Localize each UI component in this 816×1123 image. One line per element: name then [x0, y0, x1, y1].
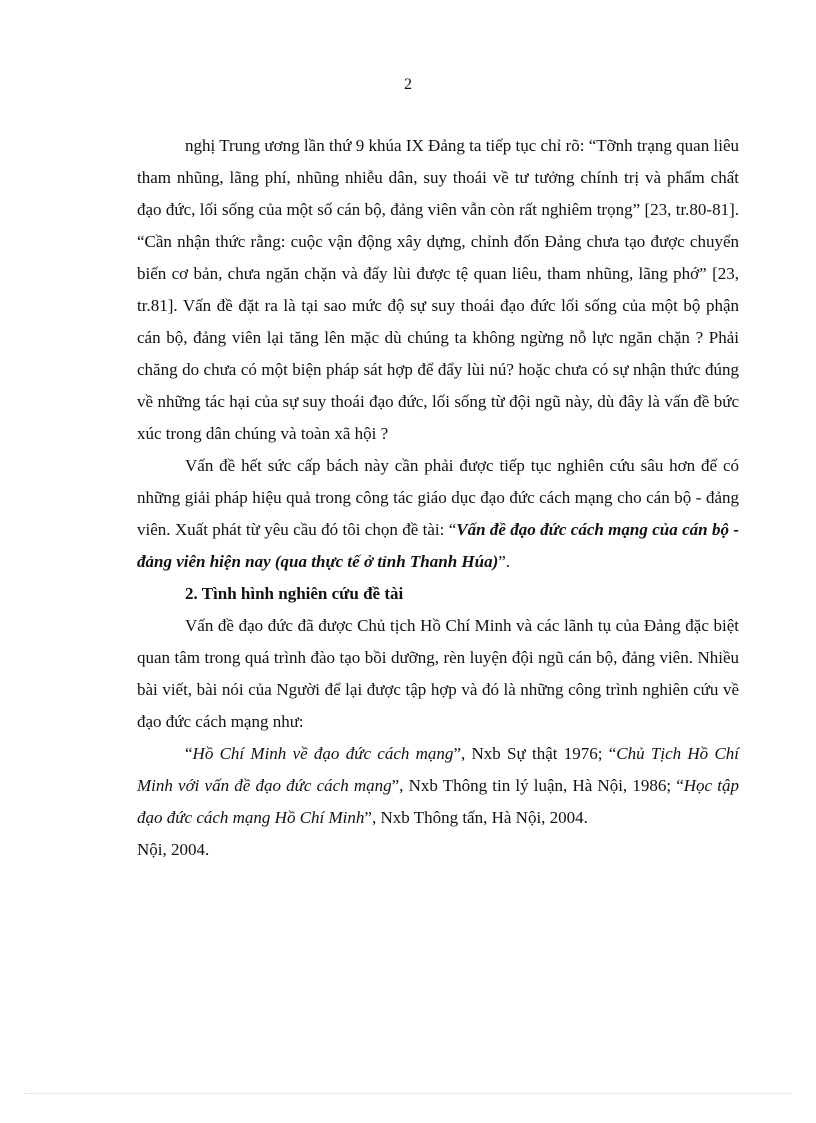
paragraph-3: Vấn đề đạo đức đã được Chủ tịch Hồ Chí Minh và các lãnh tụ của Đảng đặc biệt quan tâm trong quá trình đào tạo bồi dưỡng, rèn luyện đội ngũ cán bộ, đảng viên. Nhiều bài viết, bài nói của Người để lại được tập hợp và đó là những công trình nghiên cứu về đạo đức cách mạng như: [137, 616, 739, 731]
book-source-1: ”, Nxb Sự thật 1976; “ [453, 744, 617, 763]
page-bottom-divider [24, 1093, 792, 1094]
document-body [137, 130, 739, 866]
book-title-3: Học tập đạo đức cách mạng Hồ Chí Minh [137, 776, 739, 827]
paragraph-4 [137, 738, 739, 834]
paragraph-2-text: Vấn đề hết sức cấp bách này cần phải được tiếp tục nghiên cứu sâu hơn để có những giải pháp hiệu quả trong công tác giáo dục đạo đức cách mạng cho cán bộ - đảng viên. Xuất phát từ yêu cầu đó tôi chọn đề tài: “ [137, 456, 739, 539]
book-source-3: ”, Nxb Thông tấn, Hà Nội, 2004. [364, 808, 588, 827]
thesis-title: Vấn đề đạo đức cách mạng của cán bộ - đảng viên hiện nay (qua thực tế ở tỉnh Thanh Húa) [137, 520, 739, 571]
book-title-1: Hồ Chí Minh về đạo đức cách mạng [192, 744, 454, 763]
paragraph-1: nghị Trung ương lần thứ 9 khúa IX Đảng ta tiếp tục chỉ rõ: “Tỡnh trạng quan liêu tham nhũng, lãng phí, nhũng nhiễu dân, suy thoái về tư tưởng chính trị và phẩm chất đạo đức, lối sống của một số cán bộ, đảng viên vẫn còn rất nghiêm trọng” [23, tr.80-81]. “Cần nhận thức rằng: cuộc vận động xây dựng, chỉnh đốn Đảng chưa tạo được chuyển biến cơ bản, chưa ngăn chặn và đẩy lùi được tệ quan liêu, tham nhũng, lãng phớ” [23, tr.81]. Vấn đề đặt ra là tại sao mức độ sự suy thoái đạo đức lối sống của một bộ phận cán bộ, đảng viên lại tăng lên mặc dù chúng ta không ngừng nỗ lực ngăn chặn ? Phải chăng do chưa có một biện pháp sát hợp để đẩy lùi nú? hoặc chưa có sự nhận thức đúng về những tác hại của sự suy thoái đạo đức, lối sống từ đội ngũ này, dù đây là vấn đề bức xúc trong dân chúng và toàn xã hội ? [137, 136, 739, 443]
section-heading: 2. Tình hình nghiên cứu đề tài [185, 584, 404, 603]
page-number: 2 [404, 76, 412, 93]
book-source-2: ”, Nxb Thông tin lý luận, Hà Nội, 1986; “ [391, 776, 684, 795]
paragraph-2-end: ”. [498, 552, 511, 571]
book-title-2: Chủ Tịch Hồ Chí Minh với vấn đề đạo đức cách mạng [137, 744, 740, 795]
paragraph-2 [137, 450, 739, 578]
quote-open: “ [185, 744, 193, 763]
paragraph-5: Nội, 2004. [137, 840, 210, 859]
